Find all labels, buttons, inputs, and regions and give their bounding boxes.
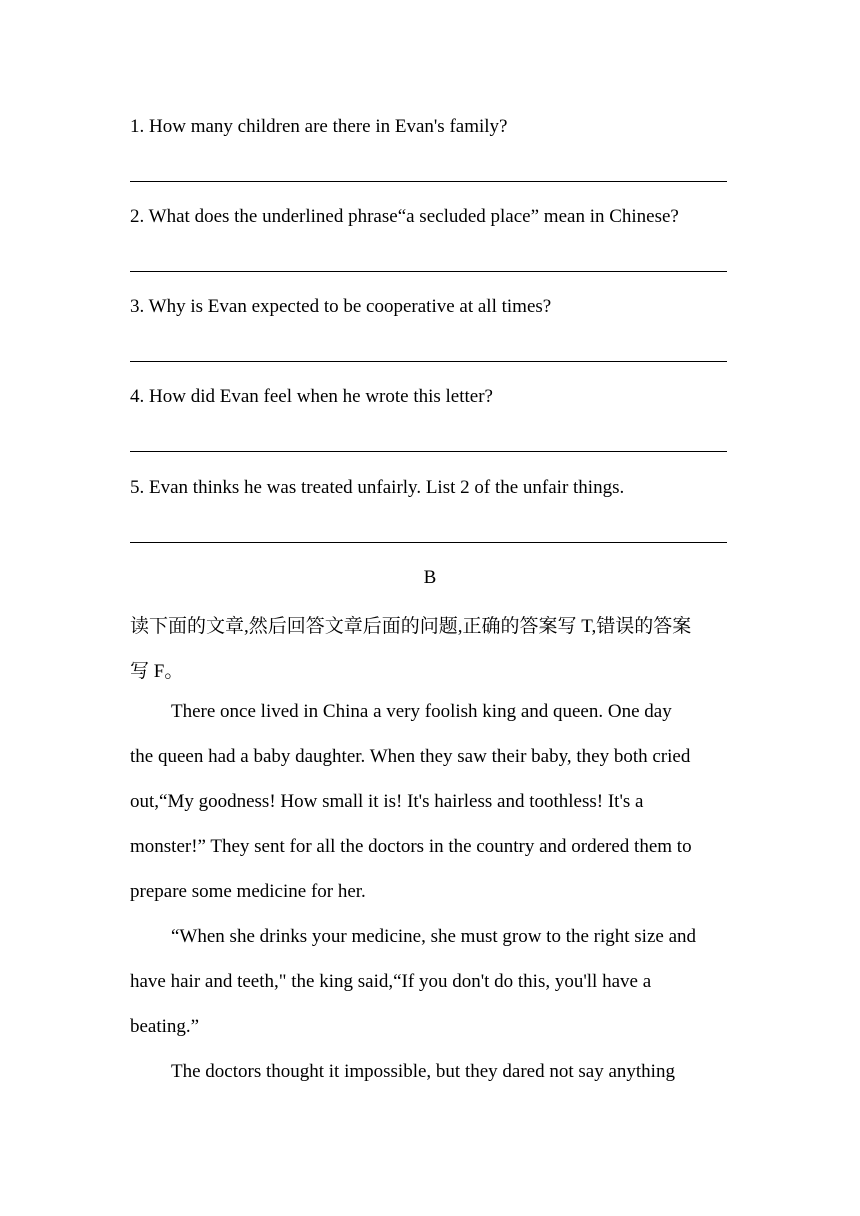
question-4: [130, 386, 493, 408]
question-number: 3.: [130, 296, 145, 317]
passage-line-2: the queen had a baby daughter. When they saw their baby, they both cried: [130, 746, 691, 767]
passage-line-3: out,“My goodness! How small it is! It's hairless and toothless! It's a: [130, 791, 644, 812]
question-text: Why is Evan expected to be cooperative at all times?: [148, 296, 552, 317]
question-1: [130, 116, 508, 138]
passage-line-5: prepare some medicine for her.: [130, 881, 366, 902]
question-text: How did Evan feel when he wrote this letter?: [149, 386, 493, 407]
passage-line-9: The doctors thought it impossible, but they dared not say anything: [171, 1061, 675, 1082]
instruction-line-2: 写 F。: [130, 661, 184, 682]
answer-line-2[interactable]: [130, 271, 727, 272]
section-heading: B: [423, 567, 437, 588]
instruction-line-1: 读下面的文章,然后回答文章后面的问题,正确的答案写 T,错误的答案: [130, 616, 692, 637]
passage-line-7: have hair and teeth," the king said,“If you don't do this, you'll have a: [130, 971, 652, 992]
question-3: [130, 296, 551, 318]
passage-line-1: There once lived in China a very foolish king and queen. One day: [171, 701, 672, 722]
question-text: How many children are there in Evan's family?: [149, 116, 508, 137]
answer-line-3[interactable]: [130, 361, 727, 362]
question-number: 5.: [130, 477, 145, 498]
passage-line-6: “When she drinks your medicine, she must grow to the right size and: [171, 926, 697, 947]
question-number: 4.: [130, 386, 145, 407]
passage-line-4: monster!” They sent for all the doctors in the country and ordered them to: [130, 836, 692, 857]
answer-line-1[interactable]: [130, 181, 727, 182]
answer-line-5[interactable]: [130, 542, 727, 543]
answer-line-4[interactable]: [130, 451, 727, 452]
question-2: [130, 206, 679, 228]
question-5: [130, 477, 624, 499]
question-number: 1.: [130, 116, 145, 137]
question-number: 2.: [130, 206, 145, 227]
question-text: What does the underlined phrase“a secluded place” mean in Chinese?: [148, 206, 679, 227]
passage-line-8: beating.”: [130, 1016, 200, 1037]
question-text: Evan thinks he was treated unfairly. List 2 of the unfair things.: [149, 477, 625, 498]
